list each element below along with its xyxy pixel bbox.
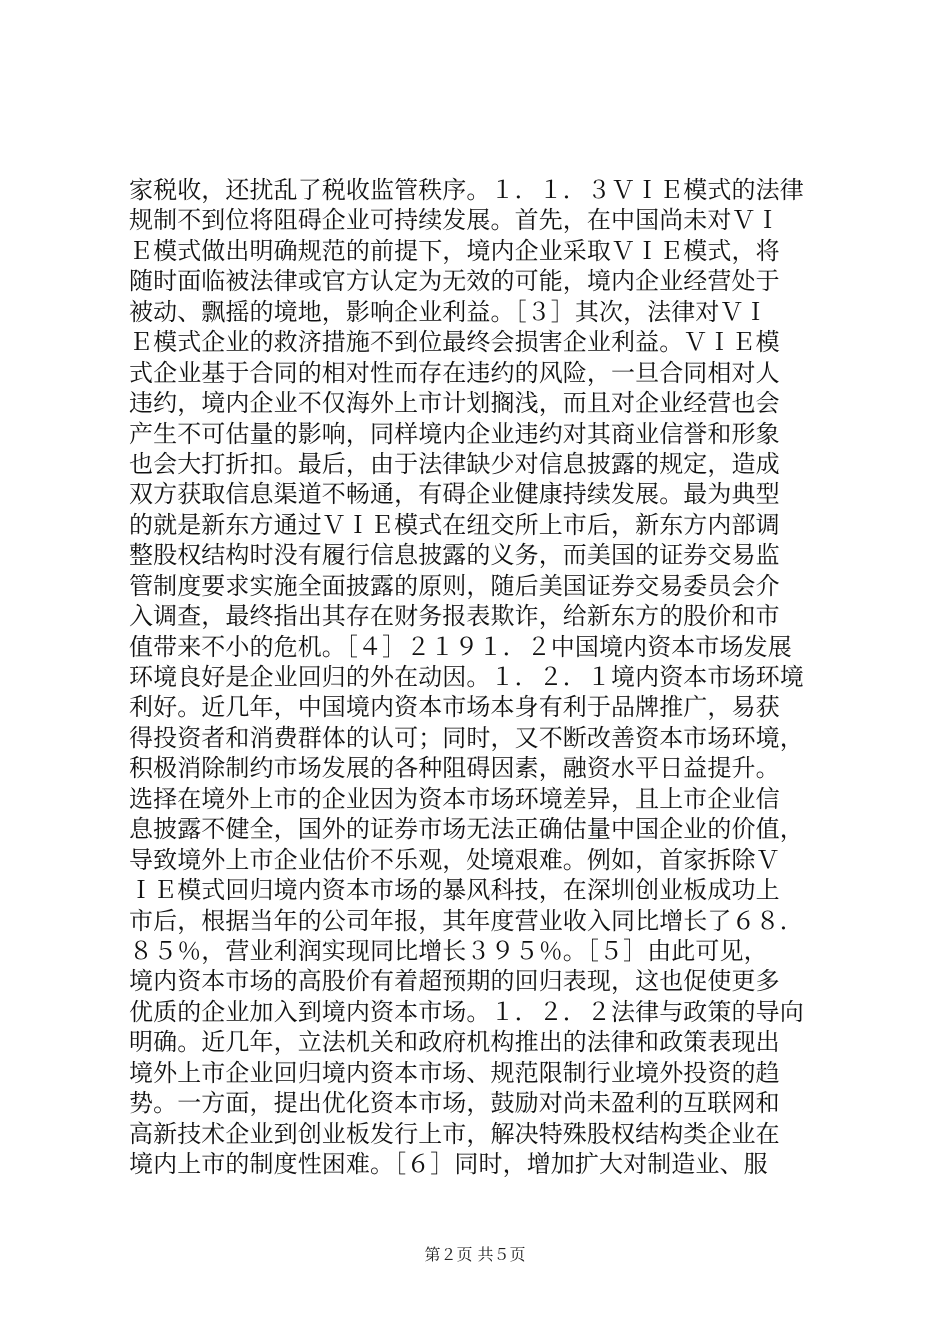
text-line: 导致境外上市企业估价不乐观，处境艰难。例如，首家拆除Ｖ — [129, 845, 780, 874]
text-line: 违约，境内企业不仅海外上市计划搁浅，而且对企业经营也会 — [129, 389, 780, 418]
text-line: 境外上市企业回归境内资本市场、规范限制行业境外投资的趋 — [129, 1058, 780, 1087]
text-line: 境内上市的制度性困难。［６］同时，增加扩大对制造业、服 — [129, 1150, 768, 1178]
text-line: 息披露不健全，国外的证券市场无法正确估量中国企业的价值， — [129, 815, 804, 844]
text-line: 式企业基于合同的相对性而存在违约的风险，一旦合同相对人 — [129, 358, 780, 387]
text-line: 双方获取信息渠道不畅通，有碍企业健康持续发展。最为典型 — [129, 480, 780, 509]
text-line: Ｅ模式企业的救济措施不到位最终会损害企业利益。ＶＩＥ模 — [129, 328, 780, 357]
text-line: 境内资本市场的高股价有着超预期的回归表现，这也促使更多 — [129, 967, 780, 996]
text-line: Ｅ模式做出明确规范的前提下，境内企业采取ＶＩＥ模式，将 — [129, 236, 780, 265]
text-line: 高新技术企业到创业板发行上市，解决特殊股权结构类企业在 — [129, 1119, 780, 1148]
text-line: 被动、飘摇的境地，影响企业利益。［３］其次，法律对ＶＩ — [129, 297, 768, 326]
text-line: 家税收，还扰乱了税收监管秩序。１．１．３ＶＩＥ模式的法律 — [129, 176, 804, 204]
text-line: 明确。近几年，立法机关和政府机构推出的法律和政策表现出 — [129, 1028, 780, 1057]
text-line: 入调查，最终指出其存在财务报表欺诈，给新东方的股价和市 — [129, 602, 780, 631]
text-line: ８５％，营业利润实现同比增长３９５％。［５］由此可见， — [129, 936, 768, 965]
text-line: 随时面临被法律或官方认定为无效的可能，境内企业经营处于 — [129, 267, 780, 296]
text-line: 也会大打折扣。最后，由于法律缺少对信息披露的规定，造成 — [129, 449, 780, 478]
text-line: 势。一方面，提出优化资本市场，鼓励对尚未盈利的互联网和 — [129, 1089, 780, 1118]
text-line: ＩＥ模式回归境内资本市场的暴风科技，在深圳创业板成功上 — [129, 876, 780, 905]
text-line: 市后，根据当年的公司年报，其年度营业收入同比增长了６８． — [129, 906, 804, 935]
text-line: 环境良好是企业回归的外在动因。１．２．１境内资本市场环境 — [129, 663, 804, 691]
text-line: 选择在境外上市的企业因为资本市场环境差异，且上市企业信 — [129, 784, 780, 813]
text-line: 优质的企业加入到境内资本市场。１．２．２法律与政策的导向 — [129, 997, 804, 1026]
text-line: 的就是新东方通过ＶＩＥ模式在纽交所上市后，新东方内部调 — [129, 510, 780, 539]
text-line: 积极消除制约市场发展的各种阻碍因素，融资水平日益提升。 — [129, 754, 780, 783]
text-line: 得投资者和消费群体的认可；同时，又不断改善资本市场环境， — [129, 723, 804, 752]
text-line: 整股权结构时没有履行信息披露的义务，而美国的证券交易监 — [129, 541, 780, 570]
body-text — [129, 175, 834, 1179]
text-line: 利好。近几年，中国境内资本市场本身有利于品牌推广，易获 — [129, 693, 780, 722]
text-line: 值带来不小的危机。［４］２１９１．２中国境内资本市场发展 — [129, 632, 792, 661]
text-line: 规制不到位将阻碍企业可持续发展。首先，在中国尚未对ＶＩ — [129, 206, 780, 235]
page-number-footer: 第２页 共５页 — [424, 1245, 526, 1264]
text-line: 产生不可估量的影响，同样境内企业违约对其商业信誉和形象 — [129, 419, 780, 448]
text-line: 管制度要求实施全面披露的原则，随后美国证券交易委员会介 — [129, 571, 780, 600]
